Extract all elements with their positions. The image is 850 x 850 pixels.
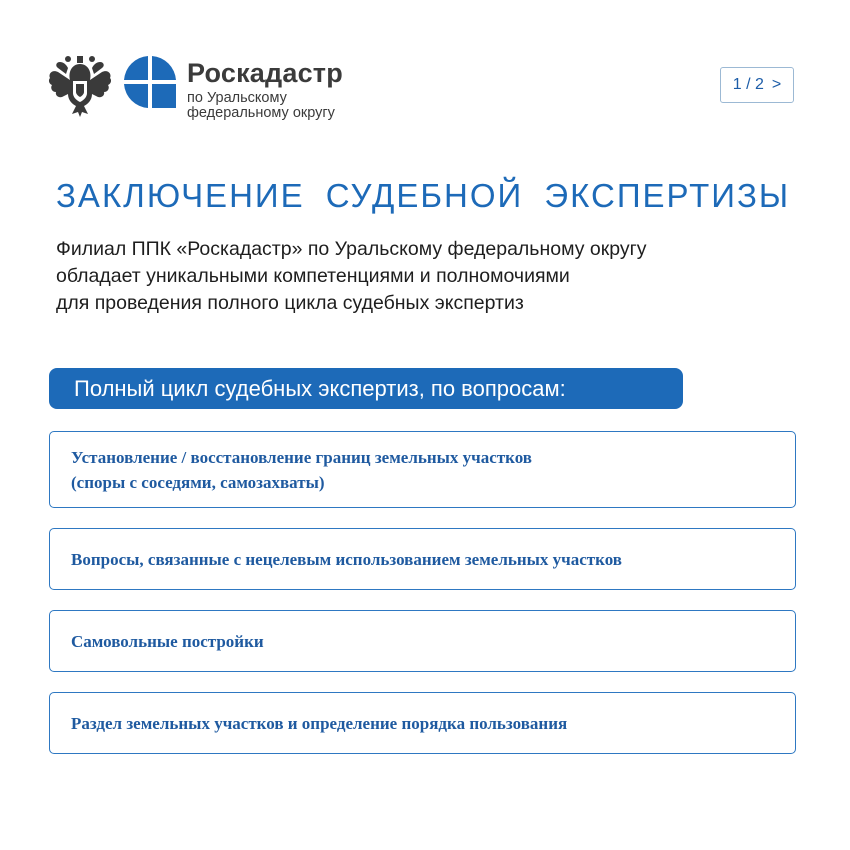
list-item [49,528,796,590]
list-item [49,431,796,508]
list-item-text: Самовольные постройки [71,631,264,651]
list-item-text: Вопросы, связанные с нецелевым использованием земельных участков [71,549,622,569]
page-indicator-label: 1 / 2 [732,76,764,93]
double-headed-eagle-icon [46,54,114,118]
brand-subtitle-line-1: по Уральскому [187,90,287,106]
intro-line-2: обладает уникальными компетенциями и полномочиями [56,265,570,287]
intro-text [56,236,816,317]
brand-name: Роскадастр [187,58,343,88]
chevron-right-icon: > [771,76,782,93]
roskadastr-logo-icon [122,54,178,110]
intro-line-3: для проведения полного цикла судебных экспертиз [56,292,524,314]
intro-line-1: Филиал ППК «Роскадастр» по Уральскому федеральному округу [56,238,647,260]
page-indicator-button[interactable] [720,67,794,103]
list-item [49,610,796,672]
list-item-text: Раздел земельных участков и определение порядка пользования [71,713,568,733]
list-item [49,692,796,754]
page-title: ЗАКЛЮЧЕНИЕ СУДЕБНОЙ ЭКСПЕРТИЗЫ [56,177,791,214]
brand-subtitle-line-2: федеральному округу [187,105,335,121]
section-label: Полный цикл судебных экспертиз, по вопросам: [49,368,683,409]
list-item-text: Установление / восстановление границ земельных участков (споры с соседями, самозахваты) [71,447,532,492]
brand-block [187,58,343,121]
header [46,52,806,132]
